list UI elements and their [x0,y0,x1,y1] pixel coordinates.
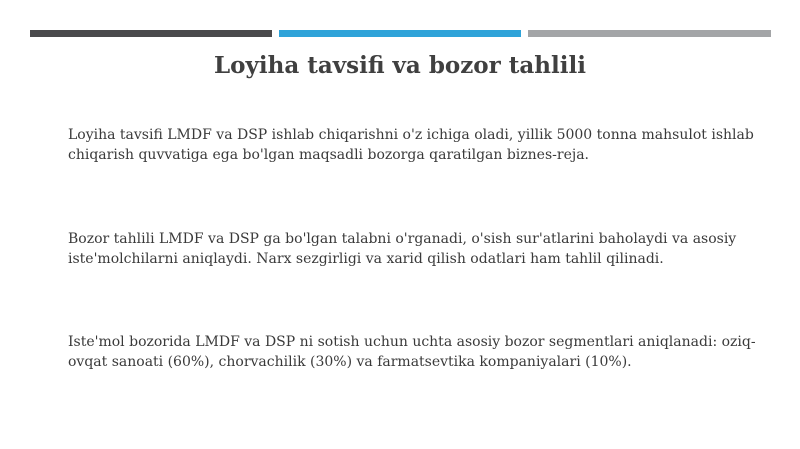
slide-title: Loyiha tavsifi va bozor tahlili [214,52,586,79]
paragraph-market-analysis: Bozor tahlili LMDF va DSP ga bo'lgan talabni o'rganadi, o'sish sur'atlarini baholaydi va asosiy iste'molchilarni aniqlaydi. Narx sezgirligi va xarid qilish odatlari ham tahlil qilinadi. [68,231,737,267]
accent-bar-dark [30,30,272,37]
accent-bar-gray [528,30,771,37]
header-accent-bars [30,30,771,37]
accent-bar-blue [279,30,521,37]
paragraph-project-description: Loyiha tavsifi LMDF va DSP ishlab chiqarishni o'z ichiga oladi, yillik 5000 tonna mahsulot ishlab chiqarish quvvatiga ega bo'lgan maqsadli bozorga qaratilgan biznes-reja. [68,127,754,163]
paragraph-market-segments: Iste'mol bozorida LMDF va DSP ni sotish uchun uchta asosiy bozor segmentlari aniqlanadi: oziq-ovqat sanoati (60%), chorvachilik (30%) va farmatsevtika kompaniyalari (10%). [68,334,756,370]
